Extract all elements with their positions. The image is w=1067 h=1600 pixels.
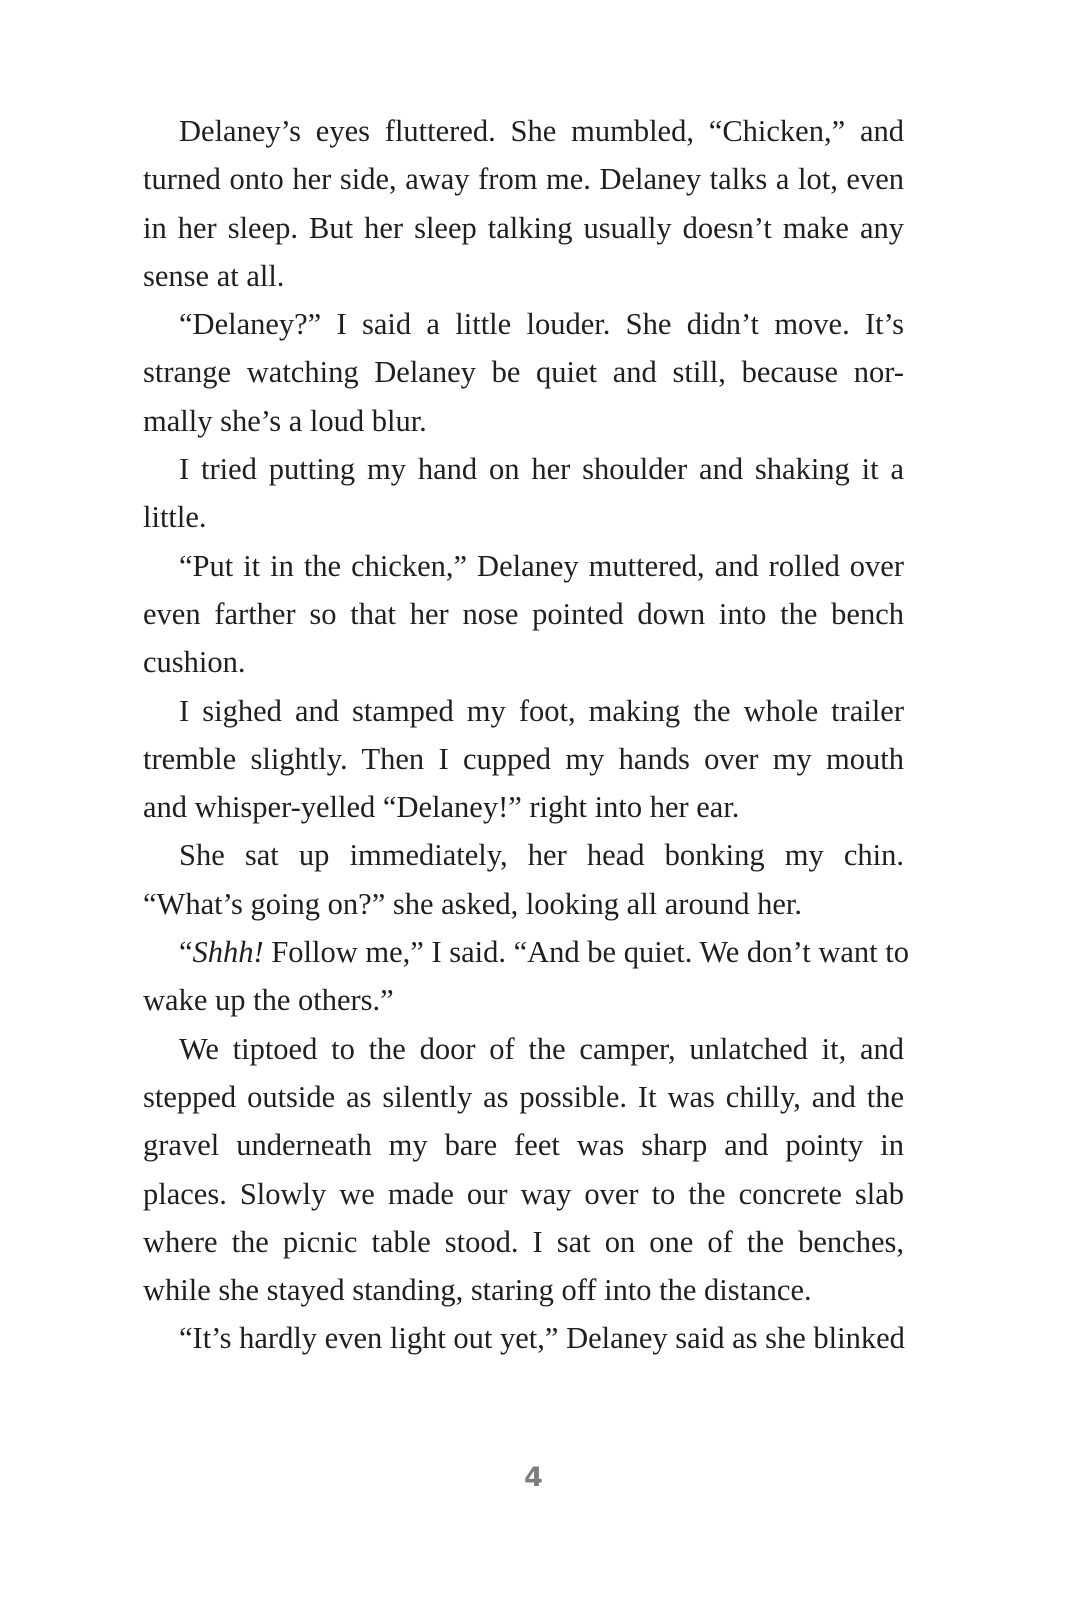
body-text <box>143 107 909 1363</box>
text-line: “It’s hardly even light out yet,” Delaney said as she blinked <box>179 1321 905 1356</box>
text-line: We tiptoed to the door of the camper, unlatched it, and <box>179 1031 904 1066</box>
page-number: 4 <box>524 1462 543 1493</box>
italic-exclamation: Shhh! <box>192 935 264 970</box>
text-line: wake up the others.” <box>143 983 394 1018</box>
text-line-rest: Follow me,” I said. “And be quiet. We don’t want to <box>263 935 909 970</box>
text-line: I sighed and stamped my foot, making the whole trailer <box>179 693 904 728</box>
open-quote: “ <box>179 935 193 970</box>
text-line: gravel underneath my bare feet was sharp and pointy in <box>143 1128 904 1163</box>
text-line: She sat up immediately, her head bonking my chin. <box>179 838 904 873</box>
text-line: in her sleep. But her sleep talking usually doesn’t make any <box>143 210 904 245</box>
text-line: tremble slightly. Then I cupped my hands over my mouth <box>143 741 904 776</box>
text-line: “Put it in the chicken,” Delaney muttered, and rolled over <box>179 548 904 583</box>
text-line: places. Slowly we made our way over to the concrete slab <box>143 1176 904 1211</box>
text-line: sense at all. <box>143 258 285 293</box>
text-line: little. <box>143 500 207 535</box>
text-line: mally she’s a loud blur. <box>143 403 427 438</box>
text-line <box>143 928 909 976</box>
text-line: strange watching Delaney be quiet and still, because nor- <box>143 355 904 390</box>
text-line: where the picnic table stood. I sat on one of the benches, <box>143 1224 904 1259</box>
text-line: “Delaney?” I said a little louder. She didn’t move. It’s <box>179 307 904 342</box>
text-line: Delaney’s eyes fluttered. She mumbled, “Chicken,” and <box>179 114 904 148</box>
text-line: turned onto her side, away from me. Delaney talks a lot, even <box>143 162 904 197</box>
text-line: stepped outside as silently as possible. It was chilly, and the <box>143 1079 904 1114</box>
text-line: and whisper-yelled “Delaney!” right into her ear. <box>143 790 740 825</box>
text-line: cushion. <box>143 645 246 680</box>
text-line: even farther so that her nose pointed down into the bench <box>143 596 904 631</box>
text-line: I tried putting my hand on her shoulder and shaking it a <box>179 452 904 487</box>
text-line: “What’s going on?” she asked, looking all around her. <box>143 886 802 921</box>
text-line: while she stayed standing, staring off into the distance. <box>143 1273 812 1308</box>
